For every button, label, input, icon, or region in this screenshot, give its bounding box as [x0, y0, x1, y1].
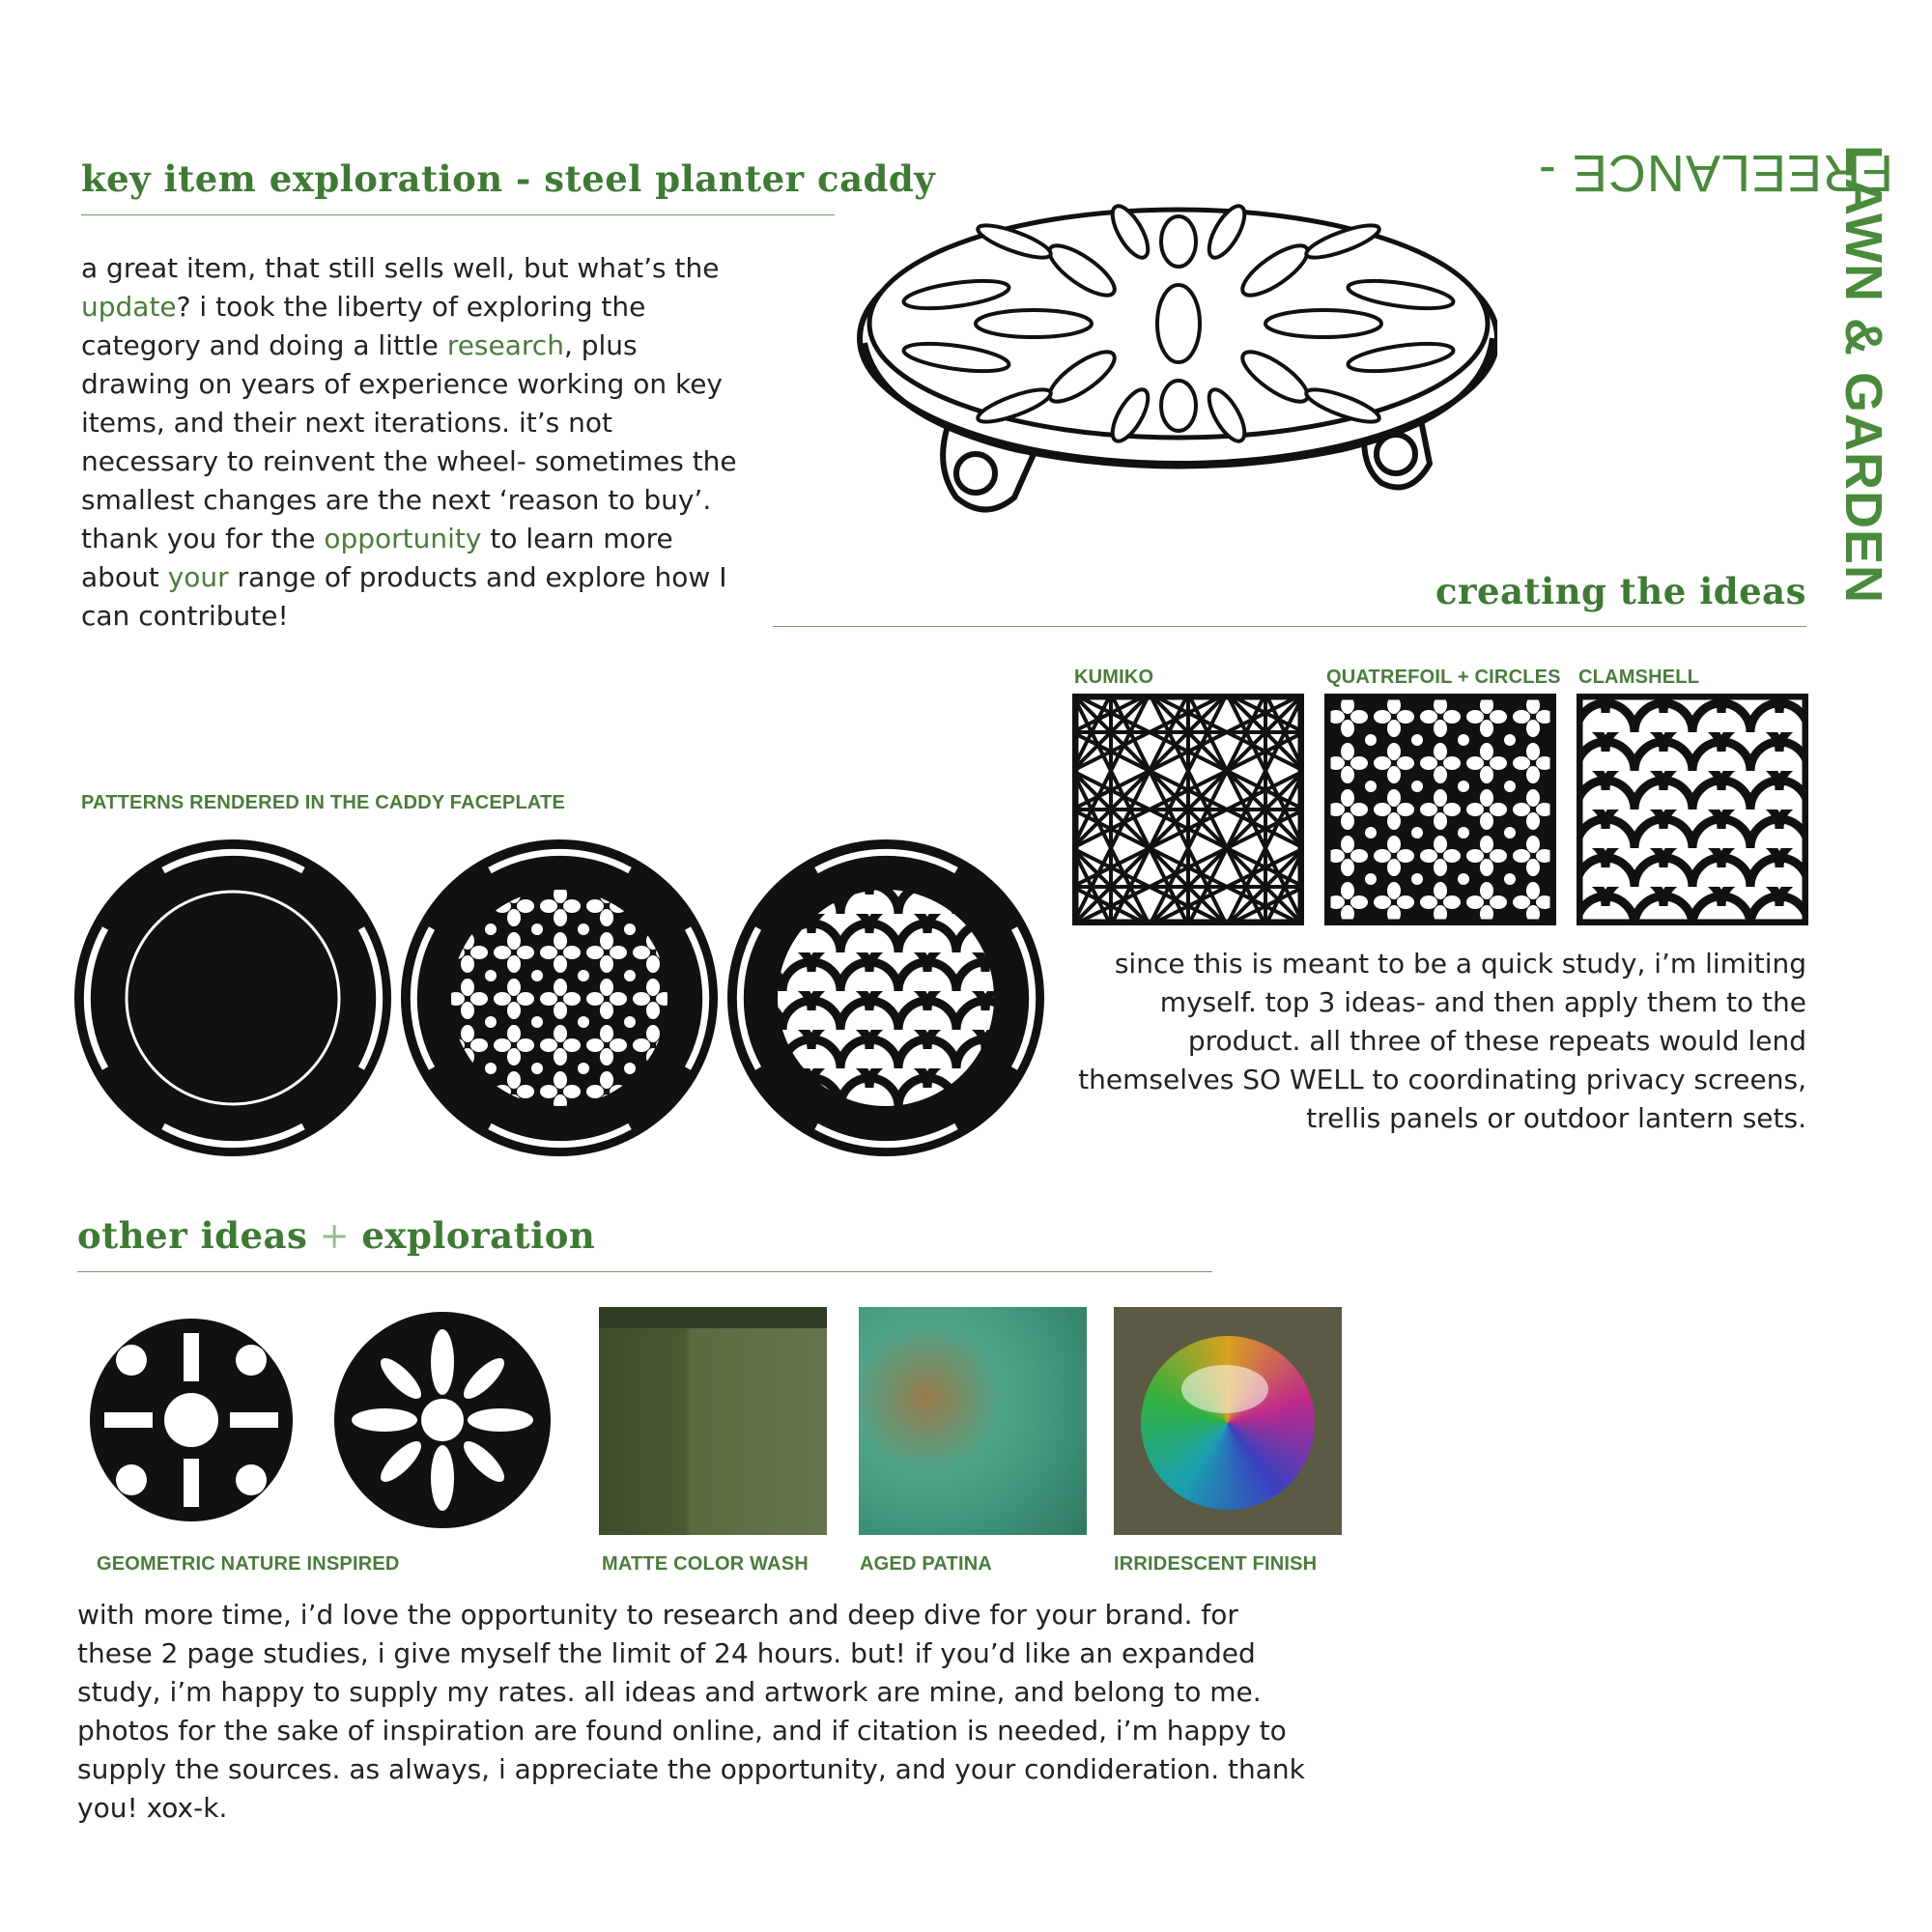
creating-heading: creating the ideas [1435, 570, 1806, 612]
highlight-word: update [81, 291, 177, 323]
planter-caddy-illustration [840, 174, 1497, 541]
creating-rule [773, 626, 1806, 627]
quatrefoil-pattern-icon [1324, 694, 1556, 925]
paragraph-run: a great item, that still sells well, but what’s the [81, 252, 720, 284]
key-item-rule [81, 214, 835, 215]
other-heading-plus: + [307, 1215, 362, 1257]
key-item-heading: key item exploration - steel planter caddy [81, 157, 936, 200]
other-heading-b: exploration [361, 1214, 596, 1257]
highlight-word: your [167, 561, 229, 593]
caption-geometric: GEOMETRIC NATURE INSPIRED [97, 1553, 400, 1575]
paragraph-run: range of products and explore how I can contribute! [81, 561, 727, 632]
caption-matte: MATTE COLOR WASH [602, 1553, 809, 1575]
faceplate-quatrefoil [398, 837, 722, 1160]
highlight-word: opportunity [324, 523, 482, 554]
irridescent-finish-photo [1114, 1307, 1342, 1535]
kumiko-label: KUMIKO [1074, 667, 1154, 688]
highlight-word: research [446, 329, 564, 361]
other-rule [77, 1271, 1212, 1272]
caption-irridescent: IRRIDESCENT FINISH [1114, 1553, 1318, 1575]
faceplate-label: PATTERNS RENDERED IN THE CADDY FACEPLATE [81, 792, 565, 813]
paragraph-run: to learn more about [81, 523, 673, 593]
flower-motif-icon [77, 1304, 560, 1541]
faceplate-kumiko [71, 837, 395, 1160]
other-paragraph: with more time, i’d love the opportunity to research and deep dive for your brand. for these 2 page studies, i give myself the limit of 24 hours. but! if you’d like an expanded study, i’m happy to supply my rates. all ideas and artwork are mine, and belong to me. photos for the sake of inspiration are found online, and if citation is needed, i’m happy to supply the sources. as always, i appreciate the opportunity, and your condideration. thank you! xox-k. [77, 1599, 1305, 1824]
side-title-light: FREELANCE - [1537, 144, 1893, 202]
clamshell-pattern-icon [1577, 694, 1808, 925]
other-heading-a: other ideas [77, 1214, 308, 1257]
caption-patina: AGED PATINA [860, 1553, 993, 1575]
other-heading [77, 1214, 595, 1257]
kumiko-pattern-icon [1072, 694, 1304, 925]
key-item-paragraph [81, 249, 738, 636]
paragraph-run: ? i took the liberty of exploring the category and doing a little [81, 291, 646, 361]
side-title-bold: LAWN & GARDEN [1834, 145, 1892, 604]
faceplate-clamshell [724, 837, 1048, 1160]
quatrefoil-label: QUATREFOIL + CIRCLES [1326, 667, 1561, 688]
clamshell-label: CLAMSHELL [1578, 667, 1700, 688]
paragraph-run: , plus drawing on years of experience working on key items, and their next iterations. it’s not necessary to reinvent the wheel- sometimes the smallest changes are the next ‘reason to buy’. thank you for the [81, 329, 737, 554]
aged-patina-photo [859, 1307, 1087, 1535]
matte-color-wash-photo [599, 1307, 827, 1535]
creating-paragraph: since this is meant to be a quick study, i’m limiting myself. top 3 ideas- and then apply them to the product. all three of these repeats would lend themselves SO WELL to coordinating privacy screens, trellis panels or outdoor lantern sets. [1078, 948, 1806, 1134]
